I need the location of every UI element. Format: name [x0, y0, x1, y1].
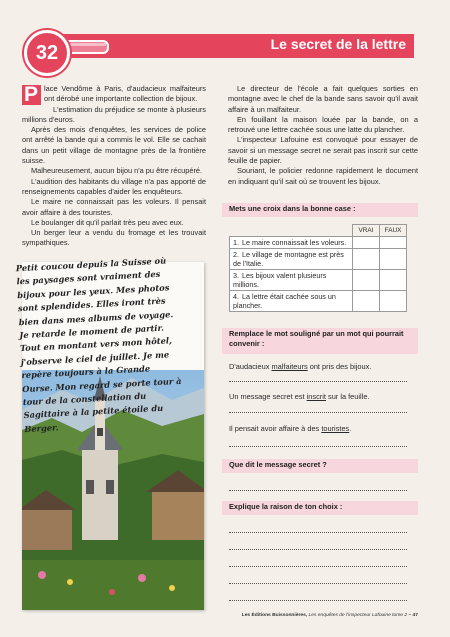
underlined-word: malfaiteurs — [271, 362, 308, 371]
statement-text: Les bijoux valent plusieurs millions. — [233, 271, 327, 289]
answer-line[interactable] — [229, 412, 407, 413]
story-paragraph: Après des mois d'enquêtes, les services de police ont arrêté la bande qui a commis le vol. Elle se cachait dans un petit village de montagne près de la frontière suisse. — [22, 125, 206, 166]
statement-text: Le village de montagne est près de l'Italie. — [233, 250, 344, 268]
answer-line[interactable] — [229, 446, 407, 447]
exercise-2-heading: Remplace le mot souligné par un mot qui pourrait convenir : — [222, 328, 418, 354]
false-checkbox[interactable] — [380, 291, 407, 312]
story-paragraph: Le directeur de l'école a fait quelques sorties en montagne avec le chef de la bande sans savoir qu'il avait affaire à un malfaiteur. — [228, 84, 418, 114]
page-footer: Les Éditions Buissonnières, Les enquêtes de l'inspecteur Lafouine tome 2 – 47 — [241, 613, 418, 618]
statement-text: La lettre était cachée sous un plancher. — [233, 292, 336, 310]
sentence-2: Un message secret est inscrit sur la feuille. — [229, 392, 370, 401]
story-paragraph: Le boulanger dit qu'il parlait très peu avec eux. — [31, 217, 184, 227]
answer-line[interactable] — [229, 381, 407, 382]
answer-line[interactable] — [229, 583, 407, 584]
table-row: 3. Les bijoux valent plusieurs millions. — [230, 270, 407, 291]
false-checkbox[interactable] — [380, 249, 407, 270]
true-checkbox[interactable] — [353, 237, 380, 249]
answer-line[interactable] — [229, 566, 407, 567]
col-false-header: FAUX — [380, 225, 407, 237]
answer-line[interactable] — [229, 600, 407, 601]
exercise-3-heading: Que dit le message secret ? — [222, 459, 418, 473]
answer-line[interactable] — [229, 549, 407, 550]
story-paragraph: lace Vendôme à Paris, d'audacieux malfaiteurs ont dérobé une importante collection de bijoux. — [44, 84, 206, 104]
statement-text: Le maire connaissait les voleurs. — [242, 238, 347, 247]
true-checkbox[interactable] — [353, 270, 380, 291]
true-checkbox[interactable] — [353, 291, 380, 312]
postcard-message: Petit coucou depuis la Suisse où les paysages sont vraiment des bijoux pour les yeux. Mes photos sont splendides. Elles iront très bien dans mes albums de voyage. Je retarde le moment de partir. Tout en montant vers mon hôtel, j'observe le ciel de juillet. Je me repère toujours à la Grande Ourse. Mon regard se porte tour à tour de la constellation du Sagittaire à la petite étoile du Berger. — [15, 255, 182, 434]
exercise-number: 32 — [24, 30, 70, 76]
true-false-table — [229, 224, 407, 312]
story-paragraph: Malheureusement, aucun bijou n'a pu être récupéré. — [31, 166, 203, 176]
answer-line[interactable] — [229, 532, 407, 533]
table-row: 4. La lettre était cachée sous un plancher. — [230, 291, 407, 312]
story-right-column — [228, 84, 418, 187]
sentence-3: Il pensait avoir affaire à des touristes. — [229, 424, 352, 433]
story-paragraph: L'audition des habitants du village n'a pas apporté de renseignements capables d'aider les enquêteurs. — [22, 176, 206, 196]
col-true-header: VRAI — [353, 225, 380, 237]
page-title: Le secret de la lettre — [270, 36, 406, 52]
table-row: 1. Le maire connaissait les voleurs. — [230, 237, 407, 249]
underlined-word: inscrit — [306, 392, 326, 401]
sentence-1: D'audacieux malfaiteurs ont pris des bijoux. — [229, 362, 372, 371]
table-row: 2. Le village de montagne est près de l'Italie. — [230, 249, 407, 270]
dropcap-letter: P — [22, 85, 41, 105]
underlined-word: touristes — [321, 424, 350, 433]
story-paragraph: L'estimation du préjudice se monte à plusieurs millions d'euros. — [22, 104, 206, 124]
story-paragraph: Un berger leur a vendu du fromage et les trouvait sympathiques. — [22, 228, 206, 248]
story-left-column — [22, 84, 206, 249]
exercise-4-heading: Explique la raison de ton choix : — [222, 501, 418, 515]
story-paragraph: En fouillant la maison louée par la bande, on a retrouvé une lettre cachée sous une latte du plancher. — [228, 114, 418, 135]
false-checkbox[interactable] — [380, 270, 407, 291]
true-checkbox[interactable] — [353, 249, 380, 270]
story-paragraph: Souriant, le policier redonne rapidement le document en indiquant qu'il sait où se trouvent les bijoux. — [228, 166, 418, 186]
story-paragraph: Le maire ne connaissait pas les voleurs. Il pensait avoir affaire à des touristes. — [22, 197, 206, 217]
exercise-1-heading: Mets une croix dans la bonne case : — [222, 203, 418, 217]
story-paragraph: L'inspecteur Lafouine est convoqué pour essayer de savoir si un message secret ne serait pas inscrit sur cette feuille de papier. — [228, 135, 418, 166]
answer-line[interactable] — [229, 490, 407, 491]
false-checkbox[interactable] — [380, 237, 407, 249]
